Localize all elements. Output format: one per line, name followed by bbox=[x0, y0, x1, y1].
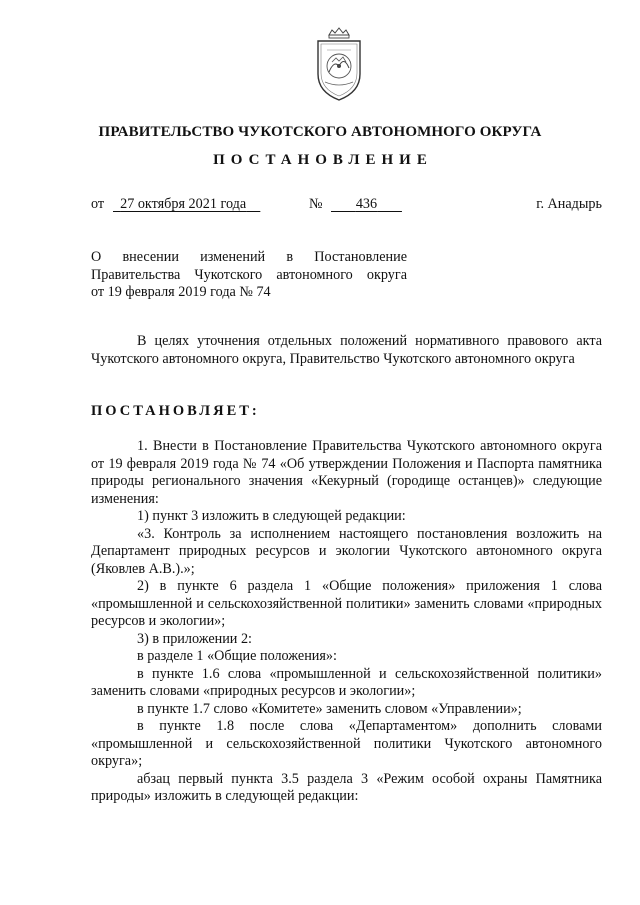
coat-of-arms-icon bbox=[301, 26, 377, 106]
document-subject: О внесении изменений в Постановление Правительства Чукотского автономного округа от 19 февраля 2019 года № 74 bbox=[91, 249, 407, 300]
government-title: ПРАВИТЕЛЬСТВО ЧУКОТСКОГО АВТОНОМНОГО ОКРУГА bbox=[98, 124, 542, 140]
paragraph: в пункте 1.7 слово «Комитете» заменить словом «Управлении»; bbox=[137, 700, 522, 717]
paragraph: абзац первый пункта 3.5 раздела 3 «Режим особой охраны Памятника природы» изложить в следующей редакции: bbox=[91, 770, 602, 804]
paragraph: 2) в пункте 6 раздела 1 «Общие положения» приложения 1 слова «промышленной и сельскохозяйственной политики» заменить словами «природных ресурсов и экологии»; bbox=[91, 578, 602, 629]
city: г. Анадырь bbox=[536, 196, 602, 212]
resolves-heading: ПОСТАНОВЛЯЕТ: bbox=[91, 403, 260, 419]
paragraph: в пункте 1.8 после слова «Департаментом» дополнить словами «промышленной и сельскохозяйственной политики Чукотского автономного округа»; bbox=[91, 718, 602, 769]
paragraph: в пункте 1.6 слова «промышленной и сельскохозяйственной политики» заменить словами «природных ресурсов и экологии»; bbox=[91, 665, 602, 699]
paragraph: 1. Внести в Постановление Правительства Чукотского автономного округа от 19 февраля 2019 года № 74 «Об утверждении Положения и Паспорта памятника природы регионального значения «Кекурный (городище останцев)» следующие изменения: bbox=[91, 438, 602, 507]
document-number: 436 bbox=[355, 196, 378, 212]
paragraph: 1) пункт 3 изложить в следующей редакции: bbox=[137, 508, 406, 524]
document-date: 27 октября 2021 года bbox=[120, 196, 247, 212]
paragraph: 3) в приложении 2: bbox=[137, 630, 252, 647]
paragraph: в разделе 1 «Общие положения»: bbox=[137, 648, 337, 664]
document-body bbox=[91, 438, 602, 806]
preamble: В целях уточнения отдельных положений нормативного правового акта Чукотского автономного округа, Правительство Чукотского автономного округа bbox=[91, 333, 602, 367]
number-prefix: № bbox=[309, 196, 323, 212]
paragraph: «3. Контроль за исполнением настоящего постановления возложить на Департамент природных ресурсов и экологии Чукотского автономного округа (Яковлев А.В.).»; bbox=[91, 525, 602, 577]
date-prefix: от bbox=[91, 196, 105, 212]
document-type: ПОСТАНОВЛЕНИЕ bbox=[213, 152, 433, 168]
document-meta bbox=[91, 196, 602, 216]
